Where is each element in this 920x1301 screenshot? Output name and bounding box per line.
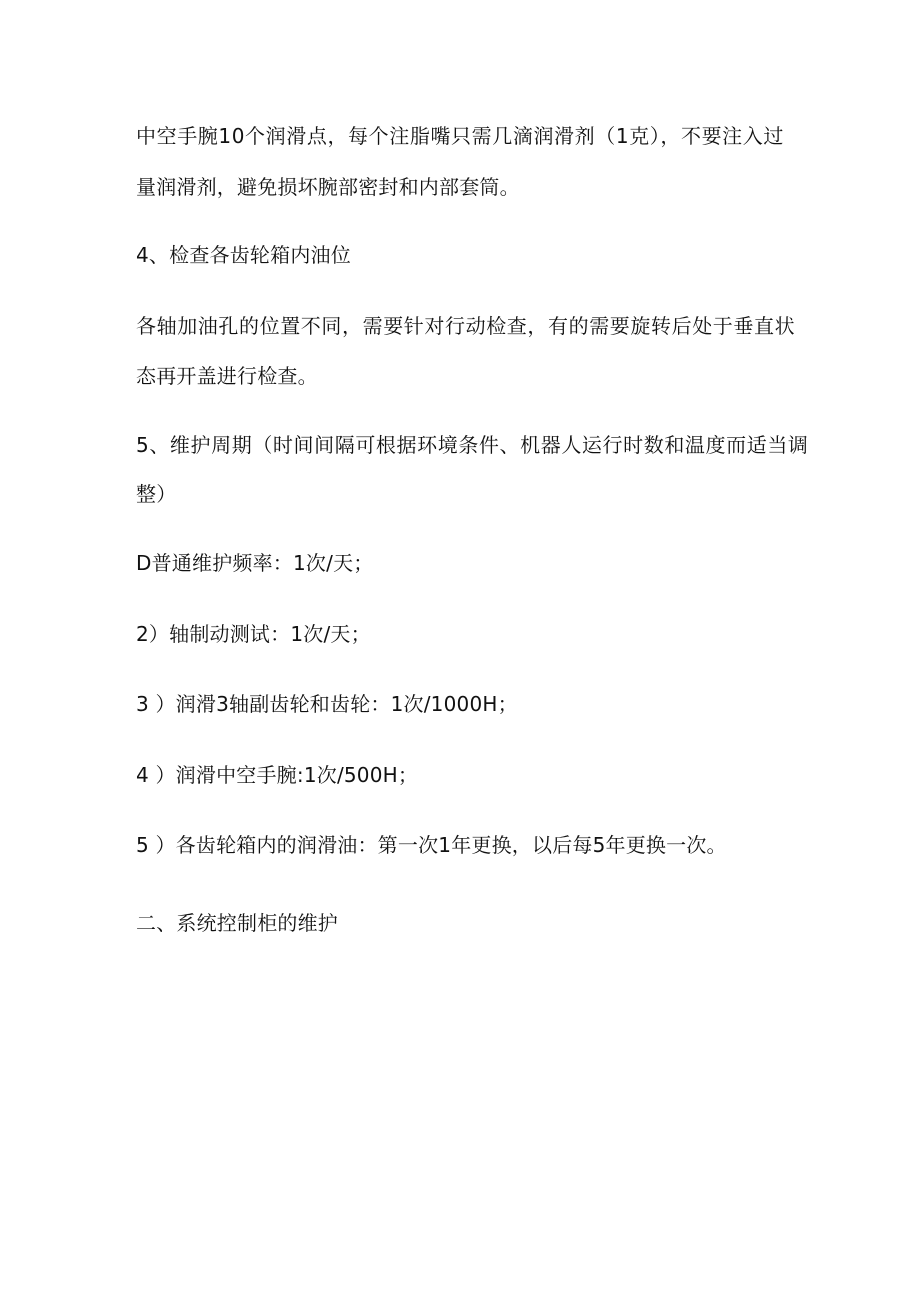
paragraph-oil-hole-line-1: 各轴加油孔的位置不同，需要针对行动检查，有的需要旋转后处于垂直状	[136, 314, 796, 338]
paragraph-wrist-lubrication-line-2: 量润滑剂，避免损坏腕部密封和内部套筒。	[136, 175, 520, 199]
list-item-brake-test: 2）轴制动测试：1次/天；	[136, 622, 371, 646]
heading-maintenance-cycle-line-2: 整）	[136, 482, 177, 506]
heading-maintenance-cycle-line-1: 5、维护周期（时间间隔可根据环境条件、机器人运行时数和温度而适当调	[136, 433, 809, 457]
list-item-gearbox-oil: 5 ）各齿轮箱内的润滑油：第一次1年更换，以后每5年更换一次。	[136, 833, 727, 857]
section-heading-control-cabinet: 二、系统控制柜的维护	[136, 911, 338, 935]
paragraph-wrist-lubrication-line-1: 中空手腕10个润滑点，每个注脂嘴只需几滴润滑剂（1克），不要注入过	[136, 124, 784, 148]
list-item-axis3-gear-lubrication: 3 ）润滑3轴副齿轮和齿轮：1次/1000H；	[136, 692, 518, 716]
list-item-regular-maintenance: D普通维护频率：1次/天；	[136, 551, 374, 575]
heading-check-oil-level: 4、检查各齿轮箱内油位	[136, 243, 351, 267]
list-item-wrist-lubrication: 4 ）润滑中空手腕:1次/500H；	[136, 763, 419, 787]
paragraph-oil-hole-line-2: 态再开盖进行检查。	[136, 364, 318, 388]
